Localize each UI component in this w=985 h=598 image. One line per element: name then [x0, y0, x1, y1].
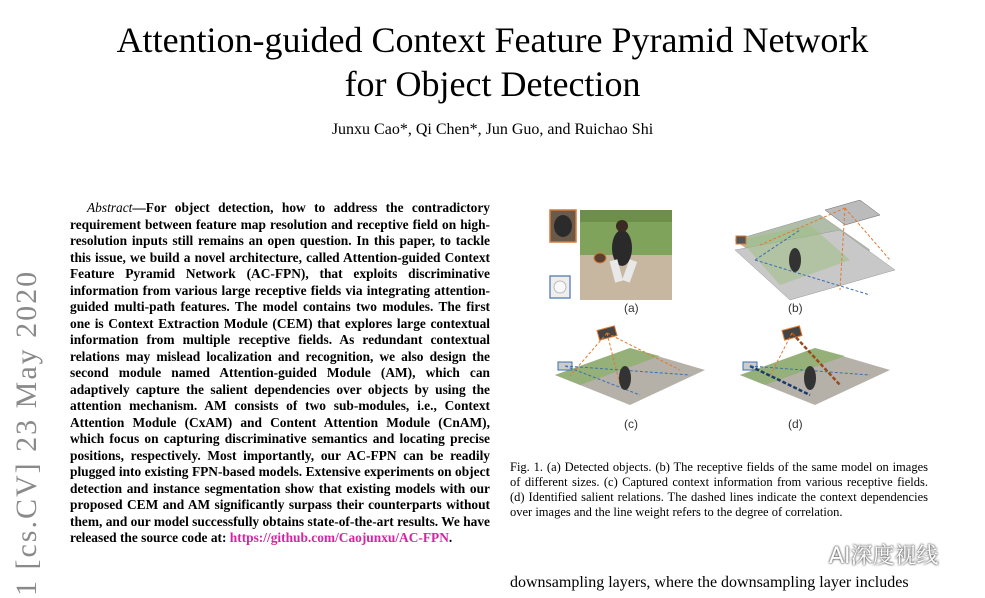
panel-b-label: (b)	[788, 301, 803, 315]
title-line-1: Attention-guided Context Feature Pyramid Network	[116, 20, 869, 60]
abstract-lead: Abstract	[87, 200, 133, 215]
author-list: Junxu Cao*, Qi Chen*, Jun Guo, and Ruichao Shi	[331, 121, 654, 138]
panel-c-label: (c)	[624, 417, 638, 431]
panel-a-label: (a)	[624, 301, 639, 315]
figure-caption: Fig. 1. (a) Detected objects. (b) The receptive fields of the same model on images of different sizes. (c) Captured context information from various receptive fields. (d) Identified salient relations. The dashed lines indicate the context dependencies over images and the line weight refers to the degree of correlation.	[510, 460, 928, 519]
figure-1-illustration	[540, 200, 940, 440]
arxiv-stamp: 1 [cs.CV] 23 May 2020	[10, 269, 43, 596]
figure-1	[540, 200, 940, 440]
panel-a-image	[550, 210, 672, 300]
body-text: downsampling layers, where the downsampling layer includes	[510, 574, 909, 591]
abstract	[70, 200, 490, 547]
title-line-2: for Object Detection	[344, 64, 641, 104]
watermark-text: AI深度视线	[829, 543, 939, 569]
source-code-link[interactable]: https://github.com/Caojunxu/AC-FPN	[229, 530, 449, 545]
paper-title	[0, 18, 985, 106]
panel-c-image	[555, 326, 705, 405]
watermark	[787, 537, 962, 571]
abstract-text: —For object detection, how to address the contradictory requirement between feature map resolution and receptive field on high-resolution inputs still remains an open question. In this paper, to tackle this issue, we build a novel architecture, called Attention-guided Context Feature Pyramid Network (AC-FPN), that exploits discriminative information from various large receptive fields via integrating attention-guided multi-path features. The model contains two modules. The first one is Context Extraction Module (CEM) that explores large contextual information from multiple receptive fields. As redundant contextual relations may mislead localization and recognition, we also design the second module named Attention-guided Module (AM), which can adaptively capture the salient dependencies over objects by using the attention mechanism. AM consists of two sub-modules, i.e., Context Attention Module (CxAM) and Content Attention Module (CnAM), which focus on capturing discriminative semantics and locating precise positions, respectively. Most importantly, our AC-FPN can be readily plugged into existing FPN-based models. Extensive experiments on object detection and instance segmentation show that existing models with our proposed CEM and AM significantly surpass their counterparts without them, and our model successfully obtains state-of-the-art results. We have released the source code at:	[70, 200, 490, 545]
panel-d-label: (d)	[788, 417, 803, 431]
wechat-icon	[787, 539, 821, 569]
panel-b-image	[735, 200, 895, 300]
panel-d-image	[740, 326, 890, 405]
abstract-end: .	[448, 530, 453, 545]
